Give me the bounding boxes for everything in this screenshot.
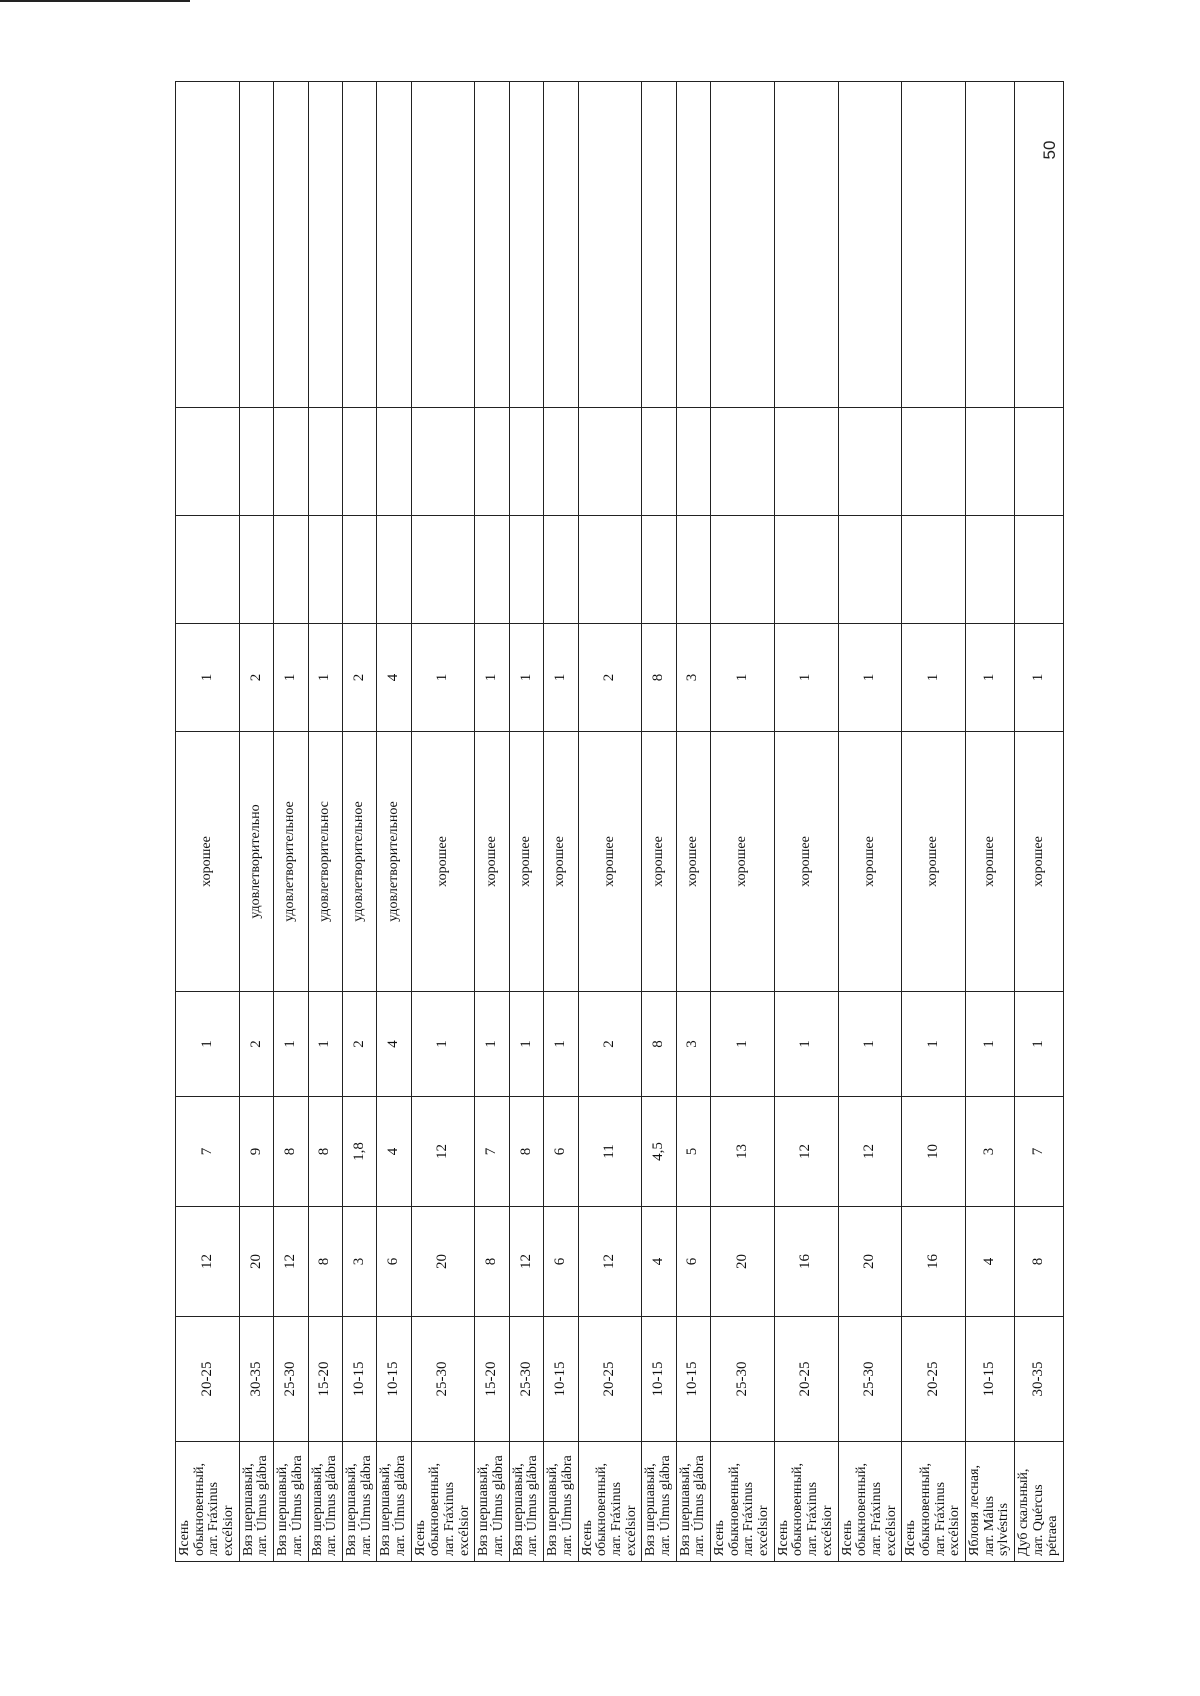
- cell-name: Ясень обыкновенный, лат. Fráxinus excélsior: [838, 1442, 902, 1562]
- cell-total: 8: [642, 624, 676, 732]
- table-row: [642, 82, 676, 1562]
- cell-empty: [308, 516, 342, 624]
- cell-age: 25-30: [838, 1317, 902, 1442]
- cell-diameter: 7: [475, 1097, 509, 1207]
- cell-height: 16: [902, 1207, 966, 1317]
- table-row: [838, 82, 902, 1562]
- cell-empty: [411, 82, 475, 408]
- cell-empty: [676, 516, 710, 624]
- cell-total: 1: [475, 624, 509, 732]
- cell-name: Ясень обыкновенный, лат. Fráxinus excélsior: [711, 1442, 775, 1562]
- cell-empty: [411, 516, 475, 624]
- cell-empty: [578, 82, 642, 408]
- cell-empty: [774, 408, 838, 516]
- cell-diameter: 12: [411, 1097, 475, 1207]
- cell-empty: [966, 408, 1015, 516]
- cell-diameter: 8: [308, 1097, 342, 1207]
- cell-diameter: 7: [1015, 1097, 1064, 1207]
- cell-name: Яблоня лесная, лат. Málus sylvéstris: [966, 1442, 1015, 1562]
- cell-empty: [342, 82, 376, 408]
- cell-empty: [544, 516, 578, 624]
- page-number: 50: [1040, 140, 1059, 160]
- cell-diameter: 12: [838, 1097, 902, 1207]
- cell-count: 1: [711, 992, 775, 1097]
- cell-age: 25-30: [509, 1317, 543, 1442]
- cell-age: 10-15: [544, 1317, 578, 1442]
- cell-total: 2: [578, 624, 642, 732]
- cell-empty: [274, 82, 308, 408]
- cell-height: 20: [239, 1207, 273, 1317]
- cell-empty: [966, 516, 1015, 624]
- cell-diameter: 5: [676, 1097, 710, 1207]
- cell-empty: [342, 516, 376, 624]
- cell-age: 15-20: [308, 1317, 342, 1442]
- cell-empty: [966, 82, 1015, 408]
- cell-empty: [377, 82, 411, 408]
- cell-age: 10-15: [642, 1317, 676, 1442]
- cell-empty: [544, 82, 578, 408]
- cell-count: 2: [239, 992, 273, 1097]
- cell-count: 3: [676, 992, 710, 1097]
- cell-age: 15-20: [475, 1317, 509, 1442]
- cell-condition: хорошее: [509, 732, 543, 992]
- cell-height: 4: [966, 1207, 1015, 1317]
- table-row: [774, 82, 838, 1562]
- cell-empty: [509, 516, 543, 624]
- cell-total: 4: [377, 624, 411, 732]
- cell-count: 1: [411, 992, 475, 1097]
- cell-diameter: 6: [544, 1097, 578, 1207]
- cell-height: 8: [308, 1207, 342, 1317]
- cell-empty: [342, 408, 376, 516]
- cell-empty: [642, 408, 676, 516]
- cell-condition: хорошее: [966, 732, 1015, 992]
- cell-condition: хорошее: [578, 732, 642, 992]
- table-row: [176, 82, 240, 1562]
- cell-empty: [1015, 516, 1064, 624]
- tree-inventory-table: [175, 81, 1064, 1562]
- cell-empty: [902, 516, 966, 624]
- cell-empty: [578, 516, 642, 624]
- cell-height: 16: [774, 1207, 838, 1317]
- cell-total: 1: [711, 624, 775, 732]
- cell-empty: [676, 408, 710, 516]
- cell-condition: хорошее: [676, 732, 710, 992]
- cell-total: 1: [411, 624, 475, 732]
- cell-count: 1: [1015, 992, 1064, 1097]
- cell-name: Ясень обыкновенный, лат. Fráxinus excélsior: [176, 1442, 240, 1562]
- cell-empty: [377, 408, 411, 516]
- table-row: [308, 82, 342, 1562]
- cell-count: 1: [509, 992, 543, 1097]
- cell-count: 1: [544, 992, 578, 1097]
- cell-name: Вяз шершавый, лат. Úlmus glábra: [342, 1442, 376, 1562]
- cell-age: 30-35: [239, 1317, 273, 1442]
- cell-name: Вяз шершавый, лат. Úlmus glábra: [544, 1442, 578, 1562]
- cell-empty: [308, 408, 342, 516]
- cell-diameter: 3: [966, 1097, 1015, 1207]
- cell-diameter: 10: [902, 1097, 966, 1207]
- cell-age: 20-25: [902, 1317, 966, 1442]
- cell-empty: [239, 516, 273, 624]
- cell-condition: хорошее: [544, 732, 578, 992]
- cell-total: 2: [342, 624, 376, 732]
- cell-name: Ясень обыкновенный, лат. Fráxinus excélsior: [902, 1442, 966, 1562]
- cell-height: 12: [176, 1207, 240, 1317]
- cell-count: 1: [274, 992, 308, 1097]
- cell-empty: [711, 408, 775, 516]
- cell-count: 4: [377, 992, 411, 1097]
- cell-condition: удовлетворительное: [377, 732, 411, 992]
- cell-empty: [475, 516, 509, 624]
- table-row: [239, 82, 273, 1562]
- cell-empty: [411, 408, 475, 516]
- cell-empty: [308, 82, 342, 408]
- table-row: [411, 82, 475, 1562]
- cell-condition: хорошее: [774, 732, 838, 992]
- cell-total: 1: [966, 624, 1015, 732]
- cell-empty: [509, 82, 543, 408]
- table-row: [475, 82, 509, 1562]
- cell-height: 12: [578, 1207, 642, 1317]
- cell-total: 2: [239, 624, 273, 732]
- cell-empty: [274, 516, 308, 624]
- cell-age: 25-30: [711, 1317, 775, 1442]
- cell-name: Ясень обыкновенный, лат. Fráxinus excélsior: [774, 1442, 838, 1562]
- cell-diameter: 7: [176, 1097, 240, 1207]
- cell-height: 20: [411, 1207, 475, 1317]
- cell-empty: [239, 408, 273, 516]
- cell-empty: [176, 516, 240, 624]
- table-row: [274, 82, 308, 1562]
- cell-empty: [838, 82, 902, 408]
- cell-diameter: 13: [711, 1097, 775, 1207]
- cell-age: 10-15: [676, 1317, 710, 1442]
- cell-empty: [711, 82, 775, 408]
- cell-name: Вяз шершавый, лат. Úlmus glábra: [642, 1442, 676, 1562]
- cell-empty: [274, 408, 308, 516]
- table-body: [176, 82, 1064, 1562]
- cell-condition: удовлетворительное: [342, 732, 376, 992]
- cell-diameter: 9: [239, 1097, 273, 1207]
- cell-empty: [176, 408, 240, 516]
- cell-empty: [475, 82, 509, 408]
- table-row: [509, 82, 543, 1562]
- cell-name: Вяз шершавый, лат. Úlmus glábra: [274, 1442, 308, 1562]
- cell-name: Ясень обыкновенный, лат. Fráxinus excélsior: [578, 1442, 642, 1562]
- cell-condition: хорошее: [642, 732, 676, 992]
- cell-empty: [509, 408, 543, 516]
- cell-count: 2: [342, 992, 376, 1097]
- cell-height: 12: [509, 1207, 543, 1317]
- cell-count: 1: [475, 992, 509, 1097]
- cell-empty: [642, 516, 676, 624]
- cell-total: 1: [544, 624, 578, 732]
- cell-empty: [578, 408, 642, 516]
- cell-count: 1: [308, 992, 342, 1097]
- table-row: [544, 82, 578, 1562]
- cell-name: Вяз шершавый, лат. Úlmus glábra: [475, 1442, 509, 1562]
- cell-count: 1: [176, 992, 240, 1097]
- cell-diameter: 12: [774, 1097, 838, 1207]
- cell-height: 3: [342, 1207, 376, 1317]
- cell-count: 2: [578, 992, 642, 1097]
- cell-height: 6: [676, 1207, 710, 1317]
- cell-empty: [676, 82, 710, 408]
- cell-age: 25-30: [274, 1317, 308, 1442]
- cell-height: 4: [642, 1207, 676, 1317]
- cell-condition: хорошее: [475, 732, 509, 992]
- cell-empty: [902, 408, 966, 516]
- cell-diameter: 4,5: [642, 1097, 676, 1207]
- cell-diameter: 1,8: [342, 1097, 376, 1207]
- table-row: [578, 82, 642, 1562]
- table-row: [1015, 82, 1064, 1562]
- cell-name: Вяз шершавый, лат. Úlmus glábra: [377, 1442, 411, 1562]
- cell-age: 20-25: [578, 1317, 642, 1442]
- cell-empty: [902, 82, 966, 408]
- cell-empty: [475, 408, 509, 516]
- cell-count: 1: [966, 992, 1015, 1097]
- cell-empty: [774, 82, 838, 408]
- cell-empty: [642, 82, 676, 408]
- cell-name: Ясень обыкновенный, лат. Fráxinus excélsior: [411, 1442, 475, 1562]
- cell-count: 1: [902, 992, 966, 1097]
- cell-height: 6: [377, 1207, 411, 1317]
- cell-diameter: 8: [274, 1097, 308, 1207]
- cell-age: 20-25: [774, 1317, 838, 1442]
- cell-count: 8: [642, 992, 676, 1097]
- cell-height: 12: [274, 1207, 308, 1317]
- cell-diameter: 4: [377, 1097, 411, 1207]
- cell-age: 10-15: [966, 1317, 1015, 1442]
- cell-condition: хорошее: [176, 732, 240, 992]
- table-row: [676, 82, 710, 1562]
- cell-age: 20-25: [176, 1317, 240, 1442]
- cell-diameter: 8: [509, 1097, 543, 1207]
- cell-height: 6: [544, 1207, 578, 1317]
- cell-condition: хорошее: [711, 732, 775, 992]
- cell-condition: удовлетворительно: [239, 732, 273, 992]
- cell-count: 1: [838, 992, 902, 1097]
- table-row: [902, 82, 966, 1562]
- cell-name: Вяз шершавый, лат. Úlmus glábra: [509, 1442, 543, 1562]
- cell-empty: [838, 408, 902, 516]
- cell-total: 1: [774, 624, 838, 732]
- cell-condition: хорошее: [1015, 732, 1064, 992]
- cell-empty: [774, 516, 838, 624]
- cell-empty: [239, 82, 273, 408]
- cell-total: 1: [274, 624, 308, 732]
- cell-empty: [1015, 408, 1064, 516]
- cell-empty: [377, 516, 411, 624]
- cell-total: 1: [1015, 624, 1064, 732]
- table-row: [377, 82, 411, 1562]
- cell-empty: [176, 82, 240, 408]
- cell-age: 10-15: [377, 1317, 411, 1442]
- cell-diameter: 11: [578, 1097, 642, 1207]
- cell-total: 1: [838, 624, 902, 732]
- cell-name: Вяз шершавый, лат. Úlmus glábra: [239, 1442, 273, 1562]
- cell-total: 1: [176, 624, 240, 732]
- table-row: [711, 82, 775, 1562]
- table-row: [966, 82, 1015, 1562]
- cell-age: 10-15: [342, 1317, 376, 1442]
- cell-age: 25-30: [411, 1317, 475, 1442]
- cell-condition: удовлетворительнос: [308, 732, 342, 992]
- cell-condition: удовлетворительное: [274, 732, 308, 992]
- cell-total: 1: [509, 624, 543, 732]
- cell-height: 8: [1015, 1207, 1064, 1317]
- cell-empty: [711, 516, 775, 624]
- table-row: [342, 82, 376, 1562]
- cell-height: 20: [711, 1207, 775, 1317]
- cell-total: 1: [308, 624, 342, 732]
- cell-condition: хорошее: [902, 732, 966, 992]
- cell-name: Вяз шершавый, лат. Úlmus glábra: [676, 1442, 710, 1562]
- cell-empty: [838, 516, 902, 624]
- cell-count: 1: [774, 992, 838, 1097]
- cell-name: Вяз шершавый, лат. Úlmus glábra: [308, 1442, 342, 1562]
- cell-height: 8: [475, 1207, 509, 1317]
- scan-edge-line: [0, 0, 190, 2]
- cell-height: 20: [838, 1207, 902, 1317]
- cell-age: 30-35: [1015, 1317, 1064, 1442]
- cell-total: 3: [676, 624, 710, 732]
- cell-empty: [544, 408, 578, 516]
- cell-total: 1: [902, 624, 966, 732]
- cell-condition: хорошее: [838, 732, 902, 992]
- cell-condition: хорошее: [411, 732, 475, 992]
- cell-name: Дуб скальный, лат. Quércus pétraea: [1015, 1442, 1064, 1562]
